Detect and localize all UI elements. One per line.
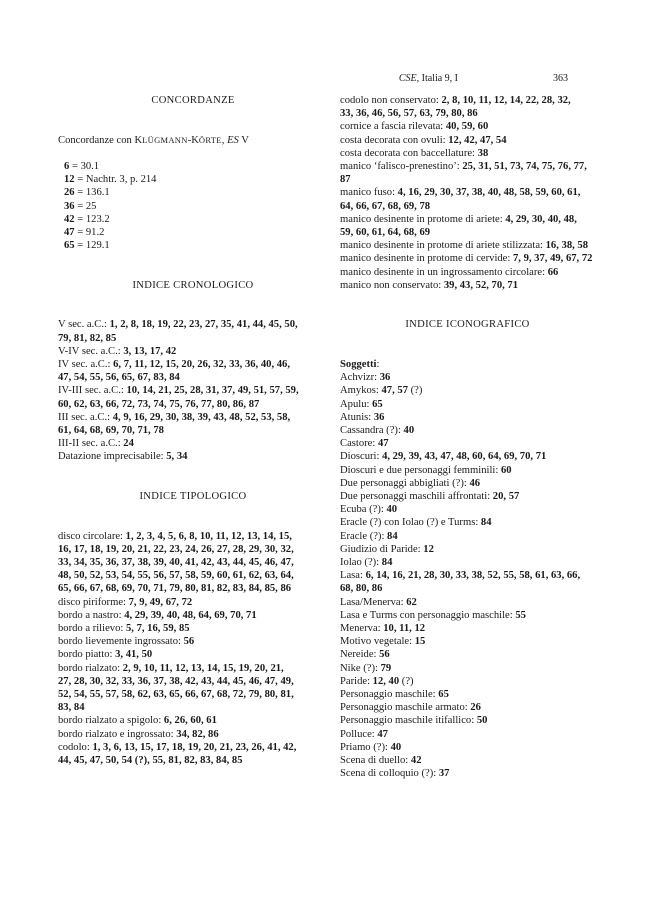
entry-label: V-IV sec. a.C.: <box>58 345 124 357</box>
tipologico-entry <box>58 530 328 596</box>
soggetto-entry <box>340 490 595 503</box>
entry-numbers: 2, 9, 10, 11, 12, 13, 14, 15, 19, 20, 21, <box>122 662 284 674</box>
concordanza-line <box>58 213 328 226</box>
entry-label: costa decorata con ovuli: <box>340 134 449 146</box>
tipologico-entry <box>340 94 595 120</box>
entry-note: (?) <box>407 385 423 397</box>
entry-numbers: 2, 8, 10, 11, 12, 14, 22, 28, 32, <box>441 95 571 106</box>
entry-numbers: 40 <box>386 504 398 516</box>
soggetto-entry <box>340 477 595 490</box>
entry-numbers-continued: 44, 45, 47, 50, 54 (?), 55, 81, 82, 83, 84, 85 <box>58 754 243 766</box>
entry-label: manico ‘falisco-prenestino’: <box>340 161 463 173</box>
entry-numbers: 79 <box>380 662 392 674</box>
catalog-number: 47 <box>64 226 75 238</box>
concordanza-reference: = 129.1 <box>74 240 110 252</box>
tipologico-entry <box>340 279 595 292</box>
soggetto-entry <box>340 424 595 437</box>
soggetto-entry <box>340 675 595 688</box>
entry-numbers: 46 <box>469 477 481 489</box>
entry-numbers-continued: 33, 34, 35, 36, 37, 38, 39, 40, 41, 42, 43, 44, 45, 46, 47, <box>58 556 294 568</box>
soggetto-entry <box>340 767 595 780</box>
entry-label: manico fuso: <box>340 187 398 199</box>
tipologico-entry <box>340 213 595 239</box>
entry-numbers: 47 <box>377 438 389 450</box>
entry-label: IV-III sec. a.C.: <box>58 385 127 397</box>
tipologico-entry <box>58 662 328 715</box>
entry-label: Scena di duello: <box>340 755 411 767</box>
entry-numbers: 6, 7, 11, 12, 15, 20, 26, 32, 33, 36, 40, 46, <box>113 358 290 370</box>
catalog-number: 65 <box>64 240 75 252</box>
soggetto-entry <box>340 556 595 569</box>
entry-numbers: 3, 41, 50 <box>115 649 153 661</box>
entry-label: Paride: <box>340 675 373 687</box>
entry-label: Due personaggi maschili affrontati: <box>340 491 493 503</box>
entry-label: bordo rialzato: <box>58 662 123 674</box>
entry-numbers: 15 <box>414 636 426 648</box>
soggetto-entry <box>340 398 595 411</box>
tipologico-entry <box>58 741 328 767</box>
entry-label: Lasa/Menerva: <box>340 596 407 608</box>
entry-numbers: 56 <box>379 649 390 661</box>
concordanza-line <box>58 200 328 213</box>
soggetto-entry <box>340 596 595 609</box>
entry-numbers: 4, 29, 39, 43, 47, 48, 60, 64, 69, 70, 71 <box>382 451 547 463</box>
entry-label: disco circolare: <box>58 530 126 542</box>
entry-numbers: 5, 34 <box>166 451 188 463</box>
entry-label: bordo piatto: <box>58 649 116 661</box>
concordanza-line <box>58 173 328 186</box>
entry-label: codolo non conservato: <box>340 95 442 106</box>
entry-label: IV sec. a.C.: <box>58 358 114 370</box>
entry-label: Amykos: <box>340 385 382 397</box>
entry-label: Castore: <box>340 438 378 450</box>
cronologico-entry <box>58 437 328 450</box>
entry-numbers: 60 <box>500 464 512 476</box>
entry-numbers: 84 <box>480 517 492 529</box>
entry-label: III sec. a.C.: <box>58 411 113 423</box>
concordanza-line <box>58 160 328 173</box>
tipologico-continued-list <box>340 94 595 292</box>
entry-label: Lasa: <box>340 570 366 582</box>
entry-numbers: 7, 9, 37, 49, 67, 72 <box>512 253 593 265</box>
entry-numbers-continued: 79, 81, 82, 85 <box>58 332 117 344</box>
entry-label: Menerva: <box>340 623 384 635</box>
tipologico-entry <box>340 252 595 265</box>
soggetto-entry <box>340 648 595 661</box>
entry-label: costa decorata con baccellature: <box>340 147 478 159</box>
entry-numbers: 34, 82, 86 <box>176 728 219 740</box>
entry-label: Personaggio maschile: <box>340 689 439 701</box>
entry-label: bordo a nastro: <box>58 609 125 621</box>
entry-numbers: 40, 59, 60 <box>445 121 489 133</box>
concordanza-line <box>58 186 328 199</box>
entry-label: bordo rialzato e ingrossato: <box>58 728 177 740</box>
entry-numbers: 47, 57 <box>381 385 408 397</box>
iconografico-heading: INDICE ICONOGRAFICO <box>405 319 530 331</box>
entry-numbers: 4, 29, 39, 40, 48, 64, 69, 70, 71 <box>124 609 257 621</box>
entry-numbers: 12, 40 <box>372 675 400 687</box>
entry-numbers: 62 <box>406 596 417 608</box>
entry-label: Iolao (?): <box>340 557 382 569</box>
entry-label: bordo a rilievo: <box>58 622 126 634</box>
entry-numbers: 1, 2, 8, 18, 19, 22, 23, 27, 35, 41, 44, 45, 50, <box>109 319 298 331</box>
entry-numbers-continued: 47, 54, 55, 56, 65, 67, 83, 84 <box>58 372 180 384</box>
entry-numbers: 36 <box>379 372 391 384</box>
soggetti-list <box>340 371 595 780</box>
soggetti-label: Soggetti: <box>340 359 380 370</box>
cronologico-entry <box>58 411 328 437</box>
entry-label: Scena di colloquio (?): <box>340 768 439 780</box>
entry-numbers-continued: 33, 36, 46, 56, 57, 63, 79, 80, 86 <box>340 108 478 120</box>
entry-label: Atunis: <box>340 411 374 423</box>
entry-label: disco piriforme: <box>58 596 129 608</box>
entry-numbers: 16, 38, 58 <box>545 240 588 252</box>
tipologico-entry <box>58 714 328 727</box>
tipologico-entry <box>58 635 328 648</box>
entry-numbers: 4, 16, 29, 30, 37, 38, 40, 48, 58, 59, 60, 61, <box>397 187 581 199</box>
entry-label: III-II sec. a.C.: <box>58 438 124 450</box>
entry-label: Personaggio maschile itifallico: <box>340 715 477 727</box>
entry-numbers: 7, 9, 49, 67, 72 <box>128 596 193 608</box>
soggetto-entry <box>340 371 595 384</box>
entry-numbers: 55 <box>515 609 526 621</box>
catalog-number: 26 <box>64 187 75 199</box>
entry-numbers: 40 <box>390 741 402 753</box>
tipologico-entry <box>340 186 595 212</box>
tipologico-entry <box>340 160 595 186</box>
entry-label: cornice a fascia rilevata: <box>340 121 446 133</box>
concordanza-reference: = 136.1 <box>74 187 110 199</box>
entry-numbers: 10, 11, 12 <box>383 623 426 635</box>
entry-label: Dioscuri e due personaggi femminili: <box>340 464 501 476</box>
entry-numbers: 20, 57 <box>492 491 520 503</box>
soggetto-entry <box>340 754 595 767</box>
soggetto-entry <box>340 728 595 741</box>
entry-label: Ecuba (?): <box>340 504 387 516</box>
entry-numbers: 12, 42, 47, 54 <box>448 134 507 146</box>
entry-numbers-continued: 64, 66, 67, 68, 69, 78 <box>340 200 431 212</box>
entry-label: manico desinente in protome di ariete stilizzata: <box>340 240 546 252</box>
entry-numbers-continued: 27, 28, 30, 32, 33, 36, 37, 38, 42, 43, 44, 45, 46, 47, 49, <box>58 675 294 687</box>
entry-numbers: 84 <box>387 530 398 542</box>
entry-numbers: 4, 9, 16, 29, 30, 38, 39, 43, 48, 52, 53, 58, <box>112 411 291 423</box>
soggetto-entry <box>340 701 595 714</box>
running-title: CSE, Italia 9, I <box>398 73 458 84</box>
soggetto-entry <box>340 662 595 675</box>
running-head <box>58 73 568 87</box>
tipologico-list <box>58 530 328 768</box>
entry-numbers-continued: 52, 54, 55, 57, 58, 62, 63, 65, 66, 67, 68, 72, 79, 80, 81, <box>58 688 294 700</box>
entry-numbers-continued: 59, 60, 61, 64, 68, 69 <box>340 227 431 239</box>
cronologico-entry <box>58 358 328 384</box>
entry-numbers: 39, 43, 52, 70, 71 <box>443 279 519 291</box>
soggetto-entry <box>340 741 595 754</box>
soggetto-entry <box>340 688 595 701</box>
entry-numbers: 26 <box>470 702 481 714</box>
soggetto-entry <box>340 543 595 556</box>
soggetto-entry <box>340 411 595 424</box>
concordanza-reference: = 91.2 <box>74 226 105 238</box>
entry-label: Lasa e Turms con personaggio maschile: <box>340 609 516 621</box>
entry-label: Motivo vegetale: <box>340 636 415 648</box>
concordanze-list <box>58 160 328 252</box>
entry-label: Due personaggi abbigliati (?): <box>340 477 470 489</box>
concordanza-reference: = 25 <box>74 200 97 212</box>
entry-label: bordo rialzato a spigolo: <box>58 715 164 727</box>
soggetto-entry <box>340 714 595 727</box>
concordanza-reference: = 123.2 <box>74 213 110 225</box>
concordanza-line <box>58 239 328 252</box>
soggetto-entry <box>340 635 595 648</box>
left-column <box>58 94 328 767</box>
tipologico-entry <box>58 609 328 622</box>
soggetto-entry <box>340 622 595 635</box>
entry-numbers-continued: 60, 62, 63, 66, 72, 73, 74, 75, 76, 77, 80, 86, 87 <box>58 398 260 410</box>
entry-label: manico desinente in un ingrossamento circolare: <box>340 266 548 278</box>
entry-label: Achvizr: <box>340 372 380 384</box>
cronologico-entry <box>58 345 328 358</box>
entry-label: Giudizio di Paride: <box>340 543 424 555</box>
entry-numbers: 25, 31, 51, 73, 74, 75, 76, 77, 87 <box>340 161 587 186</box>
tipologico-entry <box>58 728 328 741</box>
tipologico-entry <box>340 266 595 279</box>
entry-label: Eracle (?) con Iolao (?) e Turms: <box>340 517 481 529</box>
entry-numbers: 50 <box>476 715 488 727</box>
entry-label: Polluce: <box>340 728 378 740</box>
entry-numbers: 40 <box>403 425 415 437</box>
tipologico-entry <box>340 147 595 160</box>
tipologico-entry <box>340 120 595 133</box>
tipologico-entry <box>340 134 595 147</box>
tipologico-heading: INDICE TIPOLOGICO <box>139 490 247 502</box>
tipologico-entry <box>58 596 328 609</box>
entry-label: Dioscuri: <box>340 451 383 463</box>
concordanze-heading: CONCORDANZE <box>151 95 235 106</box>
entry-label: Nereide: <box>340 649 380 661</box>
entry-note: (?) <box>399 675 414 687</box>
entry-label: bordo lievemente ingrossato: <box>58 636 184 648</box>
entry-numbers: 6, 26, 60, 61 <box>163 715 217 727</box>
entry-label: Personaggio maschile armato: <box>340 702 471 714</box>
entry-numbers: 42 <box>410 755 422 767</box>
catalog-number: 42 <box>64 213 75 225</box>
entry-numbers: 10, 14, 21, 25, 28, 31, 37, 49, 51, 57, 59, <box>126 385 299 397</box>
entry-numbers: 24 <box>123 438 134 450</box>
entry-label: codolo: <box>58 741 93 753</box>
cronologico-entry <box>58 450 328 463</box>
soggetto-entry <box>340 516 595 529</box>
entry-numbers-continued: 83, 84 <box>58 702 85 714</box>
concordanza-reference: = Nachtr. 3, p. 214 <box>74 174 157 186</box>
entry-numbers: 84 <box>381 557 393 569</box>
page-number: 363 <box>553 73 568 84</box>
soggetto-entry <box>340 450 595 463</box>
entry-numbers-continued: 16, 17, 18, 19, 20, 21, 22, 23, 24, 26, 27, 28, 29, 30, 32, <box>58 543 294 555</box>
cronologico-heading: INDICE CRONOLOGICO <box>132 279 254 291</box>
catalog-number: 6 <box>64 160 70 172</box>
entry-numbers: 37 <box>438 768 450 780</box>
cronologico-entry <box>58 384 328 410</box>
right-column <box>340 94 595 781</box>
entry-label: Nike (?): <box>340 662 381 674</box>
entry-numbers: 38 <box>477 147 489 159</box>
entry-label: Cassandra (?): <box>340 425 404 437</box>
concordanza-line <box>58 226 328 239</box>
soggetto-entry <box>340 569 595 595</box>
soggetto-entry <box>340 530 595 543</box>
entry-label: Eracle (?): <box>340 530 388 542</box>
entry-numbers: 65 <box>372 398 383 410</box>
entry-numbers: 4, 29, 30, 40, 48, <box>505 213 577 225</box>
catalog-number: 36 <box>64 200 75 212</box>
entry-numbers-continued: 65, 66, 67, 68, 69, 70, 71, 79, 80, 81, 82, 83, 84, 85, 86 <box>58 583 292 595</box>
soggetto-entry <box>340 609 595 622</box>
soggetto-entry <box>340 464 595 477</box>
entry-numbers: 6, 14, 16, 21, 28, 30, 33, 38, 52, 55, 58, 61, 63, 66, <box>365 570 581 582</box>
soggetto-entry <box>340 384 595 397</box>
entry-numbers: 56 <box>183 636 195 648</box>
entry-numbers: 65 <box>438 689 449 701</box>
entry-label: Apulu: <box>340 398 373 410</box>
tipologico-entry <box>58 622 328 635</box>
entry-numbers: 47 <box>377 728 388 740</box>
entry-label: manico desinente in protome di ariete: <box>340 213 506 225</box>
cronologico-entry <box>58 318 328 344</box>
catalog-number: 12 <box>64 174 75 186</box>
entry-numbers: 3, 13, 17, 42 <box>123 345 177 357</box>
entry-numbers: 1, 2, 3, 4, 5, 6, 8, 10, 11, 12, 13, 14, 15, <box>125 530 292 542</box>
entry-numbers: 1, 3, 6, 13, 15, 17, 18, 19, 20, 21, 23, 26, 41, 42, <box>92 741 297 753</box>
entry-label: Priamo (?): <box>340 741 391 753</box>
entry-numbers: 5, 7, 16, 59, 85 <box>125 622 190 634</box>
entry-label: manico non conservato: <box>340 279 444 291</box>
concordanza-reference: = 30.1 <box>69 160 100 172</box>
entry-numbers-continued: 61, 64, 68, 69, 70, 71, 78 <box>58 424 164 436</box>
cronologico-list <box>58 318 328 463</box>
entry-numbers: 12 <box>423 543 434 555</box>
entry-numbers-continued: 68, 80, 86 <box>340 583 383 595</box>
tipologico-entry <box>58 648 328 661</box>
soggetto-entry <box>340 437 595 450</box>
entry-label: Datazione imprecisabile: <box>58 451 167 463</box>
concordanze-intro: Concordanze con KLÜGMANN-KÖRTE, ES V <box>58 134 249 146</box>
entry-numbers: 66 <box>547 266 559 278</box>
entry-label: V sec. a.C.: <box>58 319 110 331</box>
entry-label: manico desinente in protome di cervide: <box>340 253 513 265</box>
soggetto-entry <box>340 503 595 516</box>
entry-numbers-continued: 48, 50, 52, 53, 54, 55, 56, 57, 58, 59, 60, 61, 62, 63, 64, <box>58 570 294 582</box>
entry-numbers: 36 <box>373 411 385 423</box>
tipologico-entry <box>340 239 595 252</box>
